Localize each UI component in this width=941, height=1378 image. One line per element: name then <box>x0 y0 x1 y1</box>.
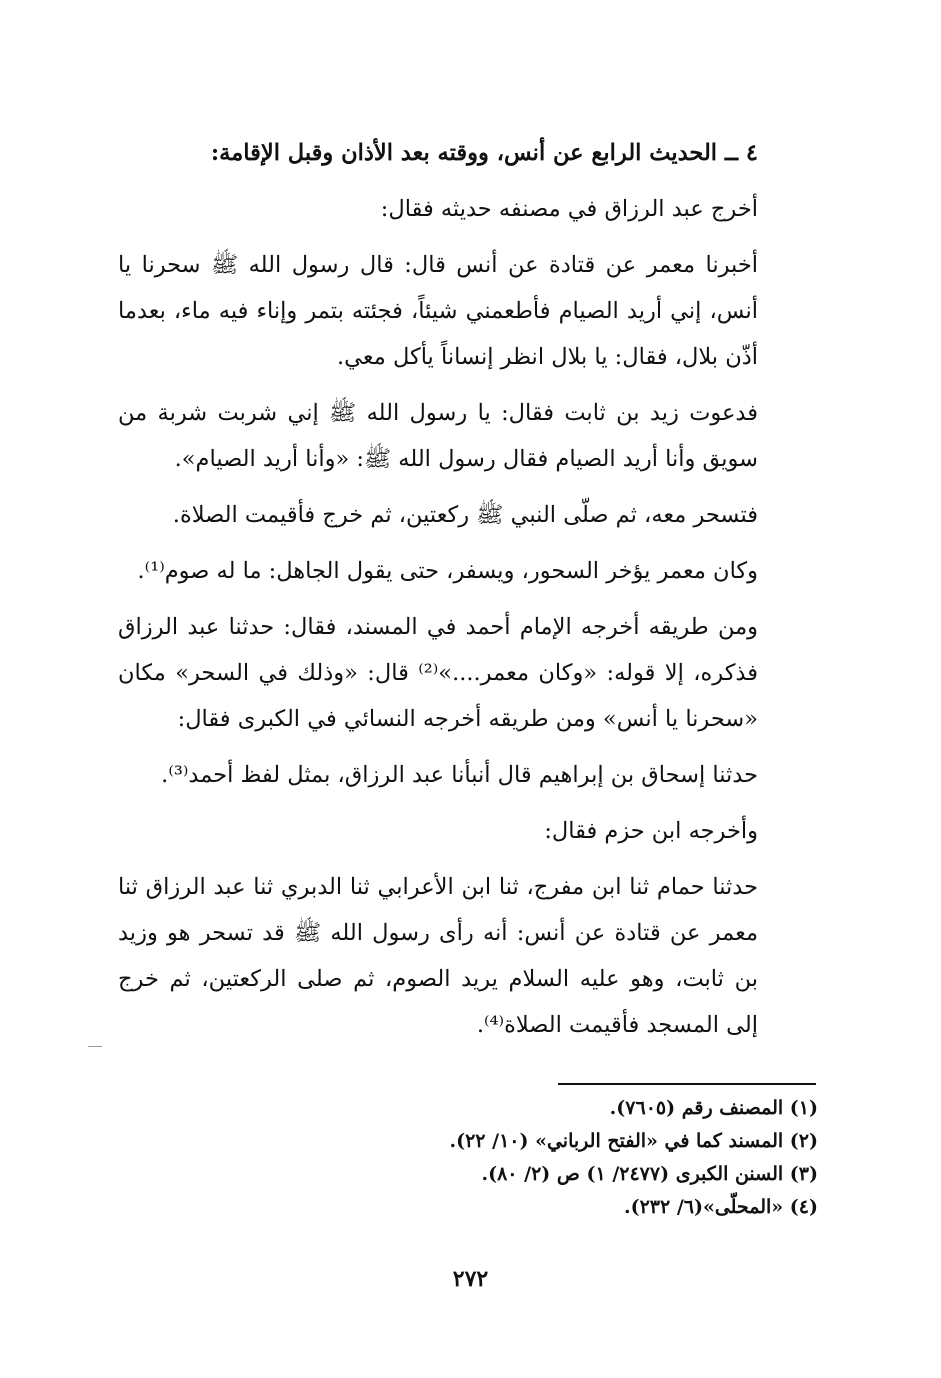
footnote: (١) المصنف رقم (٧٦٠٥). <box>609 1097 818 1119</box>
paragraph: أخبرنا معمر عن قتادة عن أنس قال: قال رسول الله ﷺ سحرنا يا أنس، إني أريد الصيام فأطعمني شيئاً، فجئته بتمر وإناء فيه ماء، بعدما أذّن بلال، فقال: يا بلال انظر إنساناً يأكل معي. <box>118 252 758 370</box>
footnote: (٢) المسند كما في «الفتح الرباني» (١٠/ ٢٢). <box>449 1130 818 1152</box>
footnotes <box>118 1092 818 1224</box>
paragraph: فتسحر معه، ثم صلّى النبي ﷺ ركعتين، ثم خرج فأقيمت الصلاة. <box>172 502 758 528</box>
paragraph: حدثنا إسحاق بن إبراهيم قال أنبأنا عبد الرزاق، بمثل لفظ أحمد⁽³⁾. <box>161 762 758 788</box>
footnote: (٣) السنن الكبرى (٢٤٧٧/ ١) ص (٢/ ٨٠). <box>481 1163 818 1185</box>
paragraph: أخرج عبد الرزاق في مصنفه حديثه فقال: <box>380 196 758 222</box>
paragraph: فدعوت زيد بن ثابت فقال: يا رسول الله ﷺ إني شربت شربة من سويق وأنا أريد الصيام فقال رسول الله ﷺ: «وأنا أريد الصيام». <box>118 400 758 472</box>
paragraph: حدثنا حمام ثنا ابن مفرج، ثنا ابن الأعرابي ثنا الدبري ثنا عبد الرزاق ثنا معمر عن قتادة عن أنس: أنه رأى رسول الله ﷺ قد تسحر هو وزيد بن ثابت، وهو عليه السلام يريد الصوم، ثم صلى الركعتين، ثم خرج إلى المسجد فأقيمت الصلاة⁽⁴⁾. <box>118 874 758 1038</box>
paragraph: ومن طريقه أخرجه الإمام أحمد في المسند، فقال: حدثنا عبد الرزاق فذكره، إلا قوله: «وكان معمر....»⁽²⁾ قال: «وذلك في السحر» مكان «سحرنا يا أنس» ومن طريقه أخرجه النسائي في الكبرى فقال: <box>118 614 759 732</box>
margin-mark <box>88 1046 102 1047</box>
paragraph: وأخرجه ابن حزم فقال: <box>544 818 758 844</box>
main-text <box>118 130 758 1058</box>
paragraph: وكان معمر يؤخر السحور، ويسفر، حتى يقول الجاهل: ما له صوم⁽¹⁾. <box>137 558 758 584</box>
section-heading: ٤ ــ الحديث الرابع عن أنس، ووقته بعد الأذان وقبل الإقامة: <box>210 140 758 166</box>
footnote-divider <box>558 1083 816 1085</box>
page-number: ٢٧٢ <box>452 1266 489 1292</box>
footnote: (٤) «المحلّى»(٦/ ٢٣٢). <box>623 1196 818 1218</box>
